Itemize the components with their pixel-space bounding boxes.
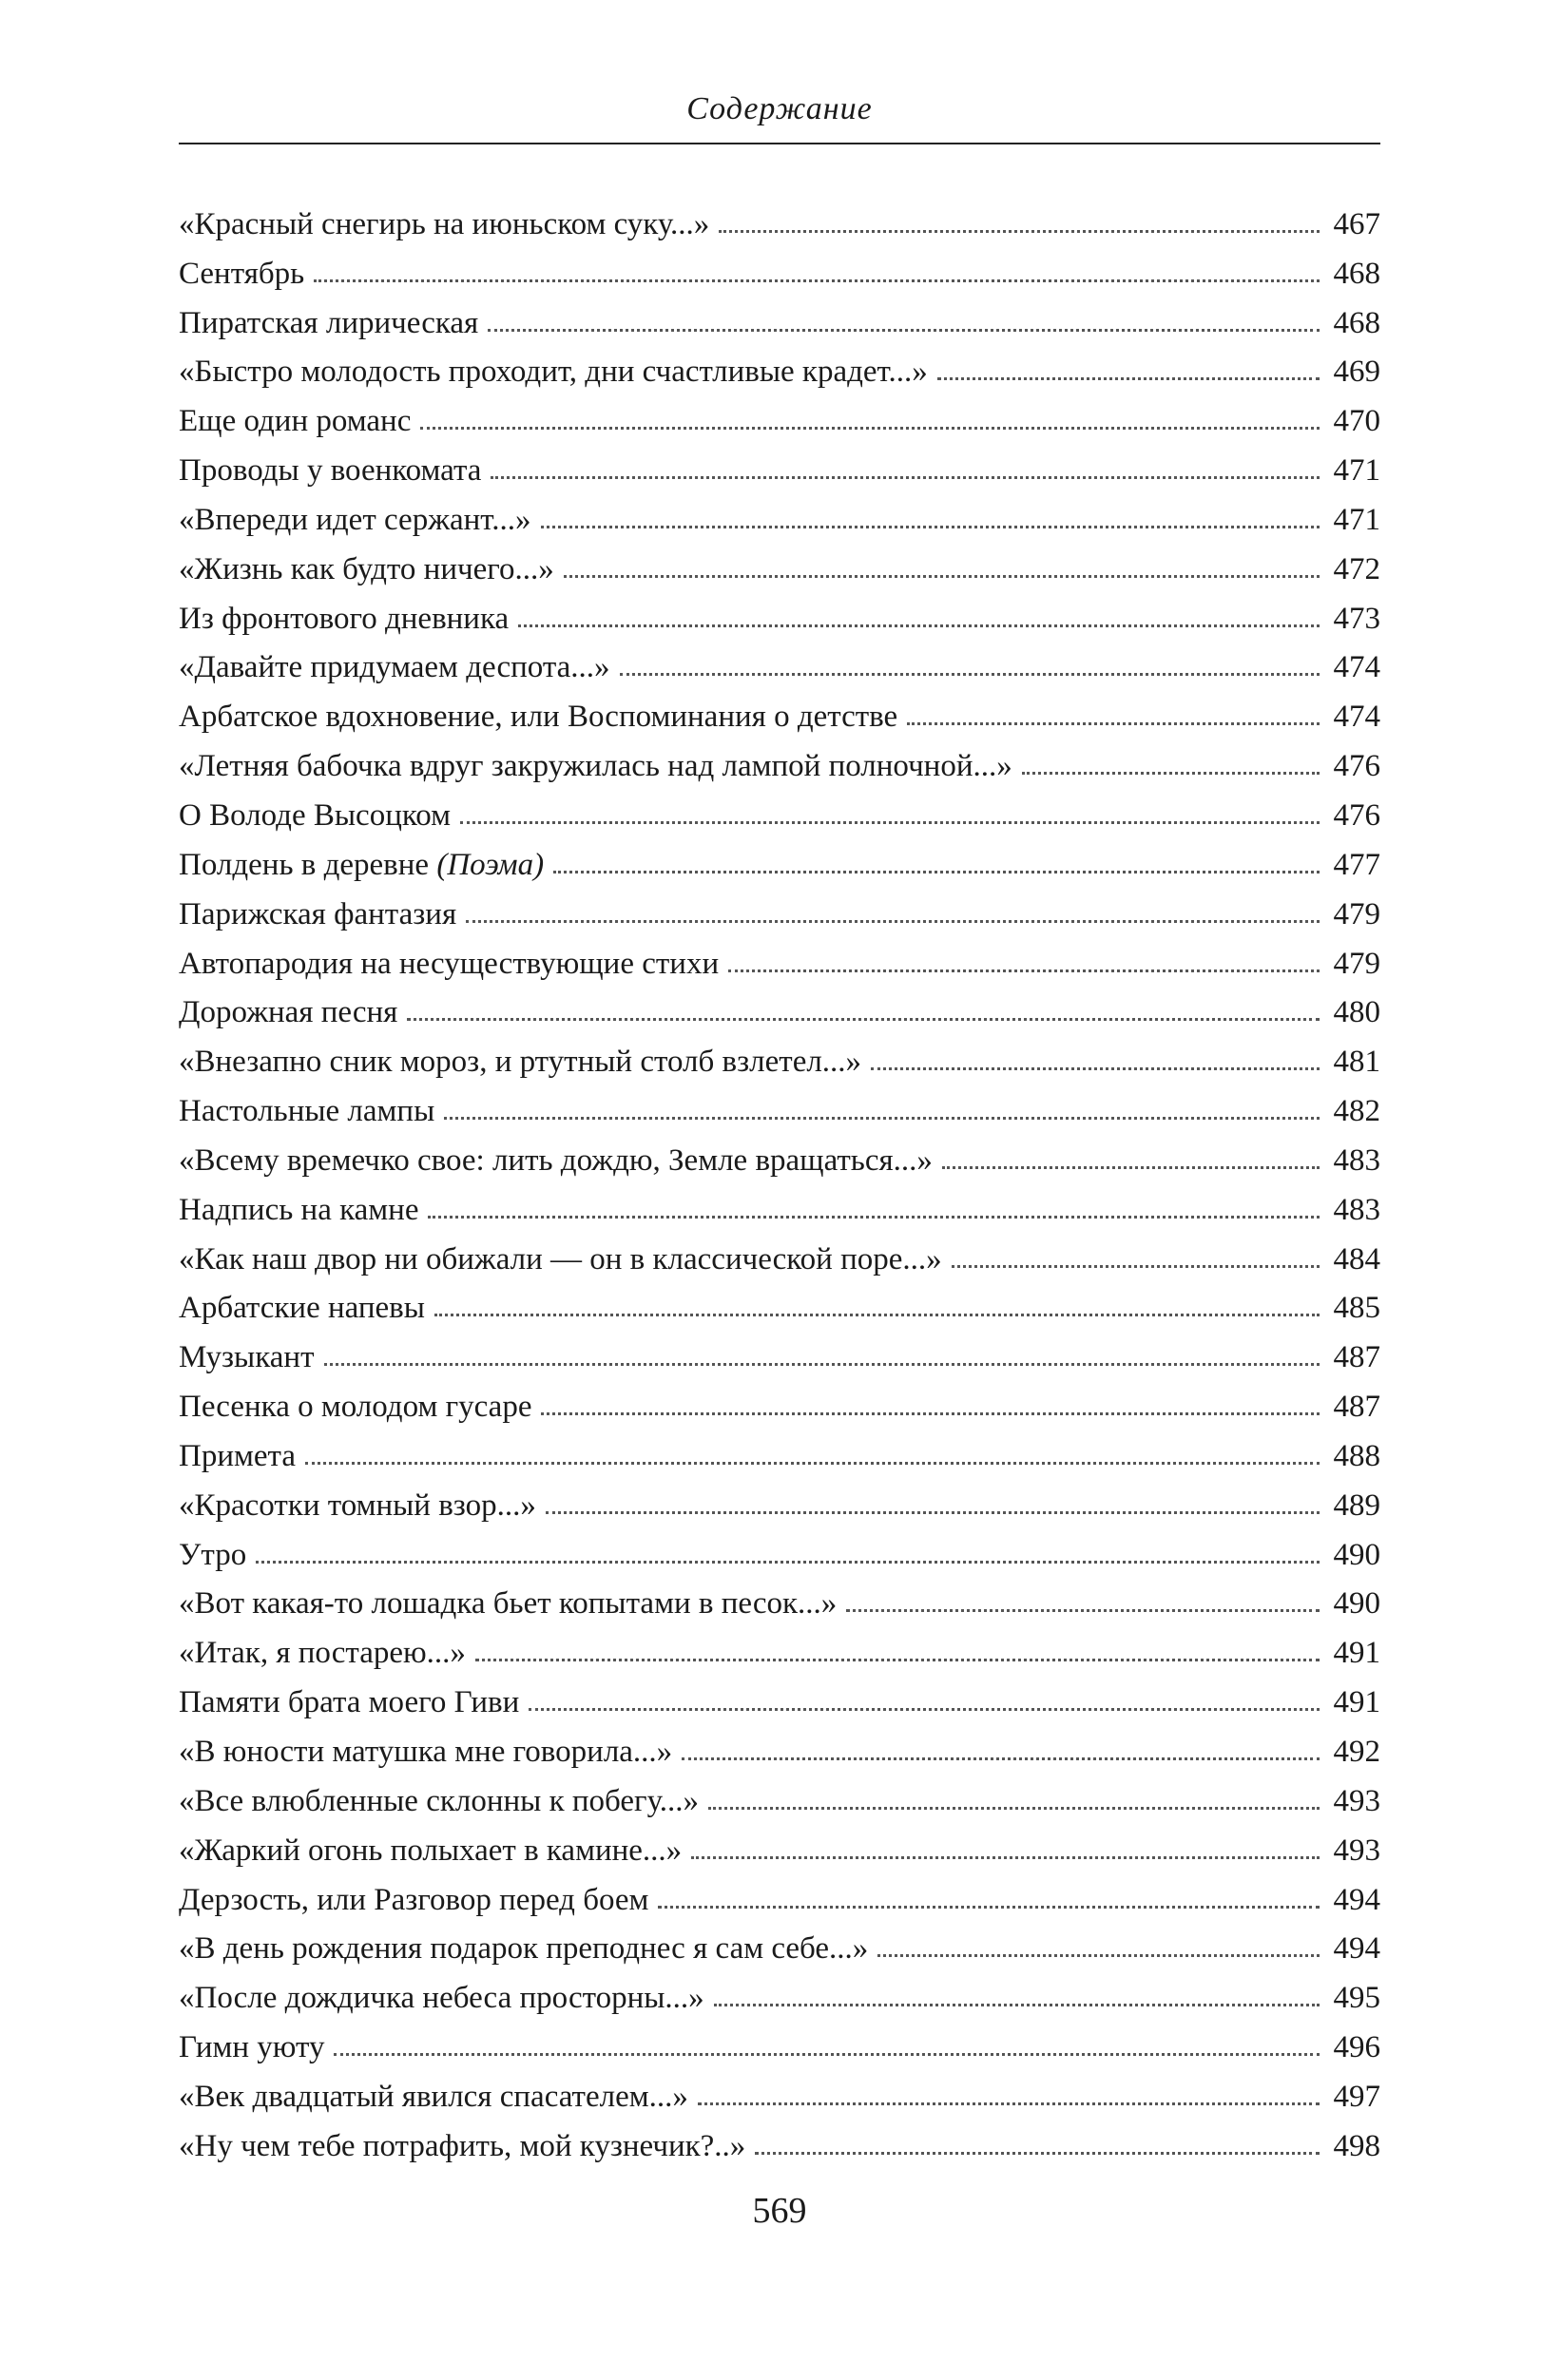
toc-entry-page: 485 <box>1333 1291 1380 1326</box>
toc-entry-title <box>179 896 457 931</box>
dot-leader <box>714 2004 1320 2006</box>
toc-entry-title-text: «Итак, я постарею...» <box>179 1636 466 1671</box>
dot-leader <box>420 427 1320 430</box>
toc-entry <box>179 1867 1380 1916</box>
toc-entry <box>179 2113 1380 2162</box>
toc-entry-page: 468 <box>1333 305 1380 340</box>
dot-leader <box>937 377 1320 380</box>
toc-entry-title-text: «Век двадцатый явился спасателем...» <box>179 2079 688 2114</box>
toc-entry-title <box>179 1142 933 1178</box>
toc-entry <box>179 585 1380 635</box>
toc-entry-title-text: «Жаркий огонь полыхает в камине...» <box>179 1833 683 1868</box>
toc-entry-page: 495 <box>1333 1981 1380 2016</box>
toc-entry-title-text: «Давайте придумаем деспота...» <box>179 650 610 685</box>
toc-entry-page: 481 <box>1333 1045 1380 1080</box>
toc-entry-page: 489 <box>1333 1488 1380 1523</box>
toc-entry-title-text: Автопародия на несуществующие стихи <box>179 946 720 981</box>
dot-leader <box>460 821 1320 824</box>
toc-entry <box>179 536 1380 585</box>
toc-entry <box>179 1177 1380 1226</box>
toc-entry-page: 494 <box>1333 1882 1380 1917</box>
toc-entry <box>179 1718 1380 1768</box>
toc-entry-page: 496 <box>1333 2030 1380 2065</box>
toc-entry-page: 479 <box>1333 896 1380 931</box>
toc-entry <box>179 2014 1380 2063</box>
dot-leader <box>518 624 1320 627</box>
toc-entry-title <box>179 2032 324 2063</box>
toc-entry <box>179 1324 1380 1373</box>
toc-entry <box>179 388 1380 437</box>
dot-leader <box>475 1659 1320 1661</box>
toc-entry <box>179 733 1380 782</box>
dot-leader <box>541 526 1320 528</box>
dot-leader <box>428 1216 1320 1219</box>
dot-leader <box>334 2053 1320 2056</box>
dot-leader <box>620 673 1320 676</box>
dot-leader <box>434 1314 1320 1316</box>
toc-entry-title <box>179 2079 688 2114</box>
header-rule <box>179 143 1380 144</box>
dot-leader <box>871 1067 1320 1070</box>
toc-entry-page: 491 <box>1333 1685 1380 1720</box>
toc-entry-page: 490 <box>1333 1586 1380 1622</box>
toc-entry-title <box>179 1438 296 1473</box>
toc-entry-title-text: Дорожная песня <box>179 995 398 1030</box>
toc-entry <box>179 1028 1380 1078</box>
dot-leader <box>719 230 1320 233</box>
toc-entry <box>179 290 1380 339</box>
toc-entry <box>179 931 1380 980</box>
toc-entry-title-text: Арбатское вдохновение, или Воспоминания о детстве <box>179 700 898 735</box>
table-of-contents <box>179 191 1380 2162</box>
toc-entry-title <box>179 701 897 733</box>
toc-entry-title <box>179 601 510 636</box>
toc-entry-title-text: «После дождичка небеса просторны...» <box>179 1981 704 2016</box>
toc-entry-page: 483 <box>1333 1142 1380 1178</box>
toc-entry-page: 474 <box>1333 650 1380 685</box>
toc-entry-title <box>179 1096 434 1127</box>
dot-leader <box>877 1954 1320 1957</box>
toc-entry-title-text: Арбатские напевы <box>179 1291 425 1326</box>
toc-entry-page: 488 <box>1333 1438 1380 1473</box>
dot-leader <box>488 329 1320 332</box>
toc-entry-page: 468 <box>1333 256 1380 291</box>
toc-entry-title <box>179 206 710 241</box>
toc-entry-title <box>179 997 397 1028</box>
toc-entry-note: (Поэма) <box>436 847 545 882</box>
toc-entry-title <box>179 652 610 683</box>
toc-entry-page: 477 <box>1333 847 1380 882</box>
toc-entry-title <box>179 356 928 388</box>
dot-leader <box>444 1117 1320 1120</box>
toc-entry-title <box>179 1241 942 1276</box>
toc-entry <box>179 881 1380 931</box>
toc-entry <box>179 1078 1380 1127</box>
toc-entry <box>179 782 1380 832</box>
toc-entry-title-text: Утро <box>179 1537 247 1572</box>
dot-leader <box>305 1462 1320 1465</box>
toc-entry <box>179 635 1380 684</box>
toc-entry-page: 483 <box>1333 1192 1380 1227</box>
toc-entry-page: 476 <box>1333 749 1380 784</box>
toc-entry-title <box>179 551 554 586</box>
toc-entry-title-text: Гимн уюту <box>179 2030 325 2065</box>
toc-entry-title-text: Полдень в деревне <box>179 847 430 882</box>
toc-entry-title <box>179 1342 315 1373</box>
dot-leader <box>907 722 1320 725</box>
toc-entry-title-text: «Всему времечко свое: лить дождю, Земле вращаться...» <box>179 1142 933 1178</box>
toc-entry <box>179 1276 1380 1325</box>
toc-entry-title-text: «Внезапно сник мороз, и ртутный столб взлетел...» <box>179 1045 862 1080</box>
dot-leader <box>728 969 1320 972</box>
toc-entry-page: 492 <box>1333 1735 1380 1769</box>
dot-leader <box>682 1757 1320 1760</box>
toc-entry-title <box>179 406 411 437</box>
toc-entry <box>179 1916 1380 1966</box>
toc-entry-title-text: «В день рождения подарок преподнес я сам себе...» <box>179 1931 869 1967</box>
toc-entry-page: 469 <box>1333 355 1380 390</box>
toc-entry-page: 479 <box>1333 946 1380 981</box>
toc-entry-title-text: Настольные лампы <box>179 1094 435 1129</box>
toc-entry-title-text: Надпись на камне <box>179 1192 419 1227</box>
toc-entry-page: 480 <box>1333 995 1380 1030</box>
dot-leader <box>529 1708 1320 1711</box>
toc-entry-page: 472 <box>1333 551 1380 586</box>
toc-entry-page: 494 <box>1333 1931 1380 1967</box>
toc-entry <box>179 1817 1380 1867</box>
toc-entry-page: 490 <box>1333 1537 1380 1572</box>
toc-entry-title <box>179 946 720 981</box>
toc-entry-title-text: Парижская фантазия <box>179 896 457 931</box>
toc-entry-title-text: Сентябрь <box>179 256 305 291</box>
dot-leader <box>553 871 1320 873</box>
dot-leader <box>256 1561 1320 1564</box>
toc-entry <box>179 1423 1380 1472</box>
toc-entry-title <box>179 1638 466 1669</box>
toc-entry <box>179 1768 1380 1817</box>
toc-entry <box>179 1226 1380 1276</box>
toc-entry-title-text: Из фронтового дневника <box>179 601 510 636</box>
toc-entry-title-text: Памяти брата моего Гиви <box>179 1685 520 1720</box>
toc-entry <box>179 240 1380 290</box>
toc-entry-title <box>179 1490 536 1522</box>
toc-entry-page: 467 <box>1333 206 1380 241</box>
toc-entry-title <box>179 1046 861 1078</box>
toc-entry-title-text: «Жизнь как будто ничего...» <box>179 551 554 586</box>
dot-leader <box>407 1018 1320 1021</box>
toc-entry-page: 491 <box>1333 1636 1380 1671</box>
toc-entry-page: 482 <box>1333 1094 1380 1129</box>
dot-leader <box>466 920 1320 923</box>
toc-entry-title <box>179 1737 672 1768</box>
dot-leader <box>541 1412 1320 1415</box>
toc-entry-title-text: «В юности матушка мне говорила...» <box>179 1735 673 1769</box>
running-header: Содержание <box>686 91 873 126</box>
dot-leader <box>564 575 1320 578</box>
toc-entry-title <box>179 1588 837 1620</box>
toc-entry-title-text: «Впереди идет сержант...» <box>179 502 531 537</box>
toc-entry-title <box>179 1933 868 1965</box>
toc-entry-title-text: Дерзость, или Разговор перед боем <box>179 1882 649 1917</box>
toc-entry <box>179 191 1380 240</box>
toc-entry-title <box>179 502 531 537</box>
toc-entry-page: 471 <box>1333 502 1380 537</box>
dot-leader <box>324 1363 1320 1366</box>
dot-leader <box>691 1856 1320 1859</box>
toc-entry <box>179 1127 1380 1177</box>
dot-leader <box>314 279 1320 282</box>
dot-leader <box>546 1511 1320 1514</box>
toc-entry <box>179 1620 1380 1669</box>
toc-entry-title <box>179 455 481 487</box>
toc-entry <box>179 1669 1380 1718</box>
toc-entry-page: 487 <box>1333 1390 1380 1425</box>
toc-entry-title-text: Примета <box>179 1438 296 1473</box>
toc-entry-title <box>179 1983 704 2014</box>
toc-entry <box>179 437 1380 487</box>
toc-entry-title <box>179 1192 419 1227</box>
dot-leader <box>755 2152 1320 2155</box>
dot-leader <box>658 1906 1320 1909</box>
toc-entry-page: 497 <box>1333 2079 1380 2114</box>
toc-entry <box>179 339 1380 389</box>
toc-entry <box>179 683 1380 733</box>
toc-entry <box>179 1373 1380 1423</box>
toc-entry-title <box>179 797 451 833</box>
toc-entry <box>179 1571 1380 1621</box>
toc-entry-title-text: «Красный снегирь на июньском суку...» <box>179 206 710 241</box>
toc-entry-page: 498 <box>1333 2128 1380 2163</box>
toc-entry-page: 470 <box>1333 404 1380 439</box>
toc-entry-page: 493 <box>1333 1833 1380 1868</box>
toc-entry-title <box>179 1687 519 1718</box>
dot-leader <box>698 2102 1320 2105</box>
toc-entry-title <box>179 751 1012 782</box>
toc-entry-page: 487 <box>1333 1340 1380 1375</box>
toc-entry-title-text: О Володе Высоцком <box>179 797 451 833</box>
toc-entry-title <box>179 305 479 340</box>
toc-entry-title <box>179 256 305 291</box>
toc-entry <box>179 1965 1380 2014</box>
toc-entry-page: 493 <box>1333 1783 1380 1818</box>
toc-entry-title <box>179 1783 700 1818</box>
toc-entry-title-text: Еще один романс <box>179 404 412 439</box>
toc-entry-title-text: «Все влюбленные склонны к побегу...» <box>179 1783 700 1818</box>
page-number: 569 <box>752 2191 807 2231</box>
toc-entry-title-text: Пиратская лирическая <box>179 305 479 340</box>
toc-entry-title <box>179 2128 746 2163</box>
dot-leader <box>952 1265 1320 1268</box>
toc-entry-title-text: «Как наш двор ни обижали — он в классической поре...» <box>179 1241 942 1276</box>
dot-leader <box>1022 772 1320 775</box>
toc-entry <box>179 1522 1380 1571</box>
toc-entry <box>179 1472 1380 1522</box>
toc-entry-title <box>179 1835 682 1867</box>
toc-entry-page: 471 <box>1333 453 1380 489</box>
toc-entry-title <box>179 1293 425 1324</box>
toc-entry-title <box>179 1882 649 1917</box>
dot-leader <box>846 1609 1320 1612</box>
toc-entry <box>179 832 1380 881</box>
toc-entry <box>179 980 1380 1029</box>
toc-entry-title-text: Проводы у военкомата <box>179 453 482 489</box>
dot-leader <box>942 1166 1320 1169</box>
toc-entry-page: 476 <box>1333 797 1380 833</box>
toc-entry-title-text: «Красотки томный взор...» <box>179 1488 536 1523</box>
toc-entry-title <box>179 1537 247 1572</box>
toc-entry-title-text: Песенка о молодом гусаре <box>179 1390 532 1425</box>
toc-entry-title <box>179 847 545 882</box>
toc-entry-title-text: Музыкант <box>179 1340 315 1375</box>
toc-entry-title-text: «Летняя бабочка вдруг закружилась над лампой полночной...» <box>179 749 1012 784</box>
toc-entry-title-text: «Вот какая-то лошадка бьет копытами в песок...» <box>179 1586 838 1622</box>
toc-entry <box>179 2063 1380 2113</box>
toc-entry-title-text: «Ну чем тебе потрафить, мой кузнечик?..» <box>179 2128 746 2163</box>
toc-entry <box>179 487 1380 536</box>
toc-entry-title-text: «Быстро молодость проходит, дни счастливые крадет...» <box>179 355 928 390</box>
toc-entry-title <box>179 1392 531 1423</box>
dot-leader <box>708 1807 1320 1810</box>
toc-entry-page: 473 <box>1333 601 1380 636</box>
toc-entry-page: 474 <box>1333 700 1380 735</box>
toc-entry-page: 484 <box>1333 1241 1380 1276</box>
dot-leader <box>491 476 1320 479</box>
